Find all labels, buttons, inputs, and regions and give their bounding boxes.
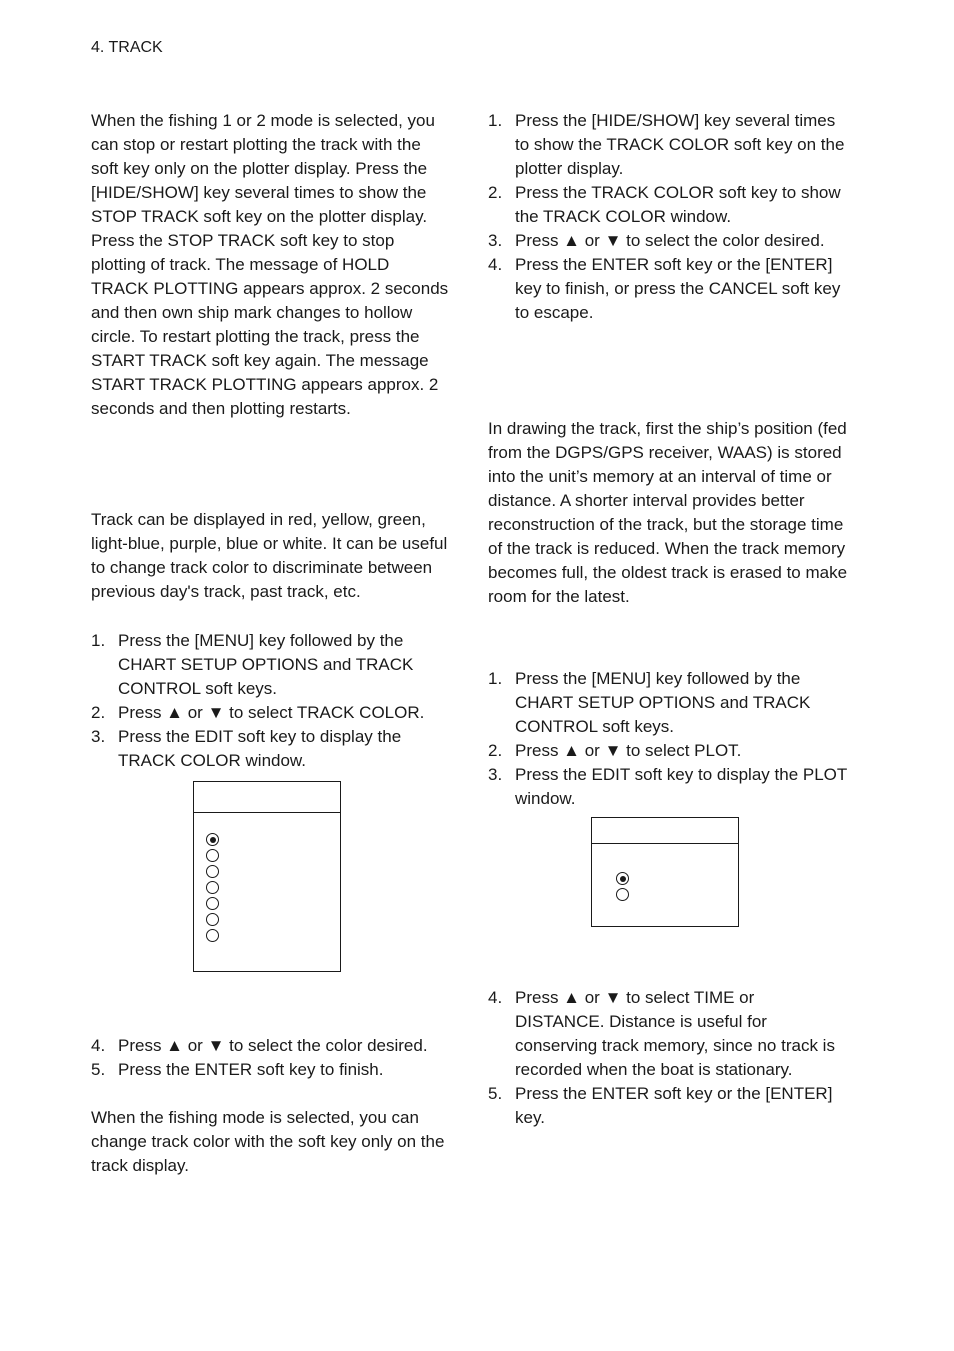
step-number: 3.	[488, 765, 503, 784]
radio-option[interactable]	[206, 913, 219, 926]
fishing-mode-paragraph	[91, 1106, 449, 1178]
plot-steps-cont	[488, 986, 848, 1130]
soft-key-color-steps	[488, 109, 848, 325]
list-item	[488, 1082, 848, 1130]
track-color-steps	[91, 629, 449, 773]
radio-option[interactable]	[616, 888, 629, 901]
step-number: 5.	[488, 1084, 503, 1103]
step-number: 1.	[488, 669, 503, 688]
list-item	[488, 229, 848, 253]
stop-track-paragraph	[91, 109, 449, 421]
step-number: 4.	[488, 255, 503, 274]
step-text: Press ▲ or ▼ to select PLOT.	[515, 741, 742, 760]
radio-option[interactable]	[206, 929, 219, 942]
step-text: Press the [MENU] key followed by the CHART SETUP OPTIONS and TRACK CONTROL soft keys.	[118, 631, 414, 698]
list-item	[91, 701, 449, 725]
fishing-mode-text: When the fishing mode is selected, you can change track color with the soft key only on the track display.	[91, 1108, 445, 1175]
list-item	[488, 986, 848, 1082]
step-number: 2.	[488, 741, 503, 760]
list-item	[488, 181, 848, 229]
plot-paragraph	[488, 417, 848, 609]
step-text: Press ▲ or ▼ to select TRACK COLOR.	[118, 703, 425, 722]
list-item	[488, 763, 848, 811]
track-color-steps-cont	[91, 1034, 449, 1082]
list-item	[488, 739, 848, 763]
step-text: Press the EDIT soft key to display the PLOT window.	[515, 765, 847, 808]
step-number: 1.	[91, 631, 106, 650]
list-item	[488, 253, 848, 325]
plot-steps	[488, 667, 848, 811]
stop-track-text: When the fishing 1 or 2 mode is selected, you can stop or restart plotting the track with the soft key only on the plotter display. Press the [HIDE/SHOW] key several times to show the STOP TRACK soft key on the plotter display. Press the STOP TRACK soft key to stop plotting of track. The message of HOLD TRACK PLOTTING appears approx. 2 seconds and then own ship mark changes to hollow circle. To restart plotting the track, press the START TRACK soft key again. The message START TRACK PLOTTING appears approx. 2 seconds and then plotting restarts.	[91, 111, 449, 418]
radio-option[interactable]	[206, 849, 219, 862]
plot-text: In drawing the track, first the ship’s position (fed from the DGPS/GPS receiver, WAAS) is stored into the unit’s memory at an interval of time or distance. A shorter interval provides better reconstruction of the track, but the storage time of the track is reduced. When the track memory becomes full, the oldest track is erased to make room for the latest.	[488, 419, 848, 606]
step-text: Press the EDIT soft key to display the TRACK COLOR window.	[118, 727, 402, 770]
list-item	[91, 629, 449, 701]
step-number: 3.	[488, 231, 503, 250]
step-text: Press the ENTER soft key or the [ENTER] key.	[515, 1084, 833, 1127]
radio-option[interactable]	[206, 865, 219, 878]
step-number: 4.	[91, 1036, 106, 1055]
step-text: Press the [HIDE/SHOW] key several times to show the TRACK COLOR soft key on the plotter display.	[515, 111, 845, 178]
track-color-paragraph	[91, 508, 449, 604]
list-item	[91, 1058, 449, 1082]
radio-option[interactable]	[206, 881, 219, 894]
list-item	[488, 109, 848, 181]
track-color-text: Track can be displayed in red, yellow, green, light-blue, purple, blue or white. It can be useful to change track color to discriminate between previous day's track, past track, etc.	[91, 510, 448, 601]
track-color-window	[193, 781, 341, 972]
window-title-bar	[592, 818, 738, 844]
radio-option[interactable]	[616, 872, 629, 885]
step-number: 4.	[488, 988, 503, 1007]
window-title-bar	[194, 782, 340, 813]
list-item	[91, 725, 449, 773]
step-text: Press ▲ or ▼ to select the color desired.	[118, 1036, 428, 1055]
step-number: 2.	[488, 183, 503, 202]
step-text: Press ▲ or ▼ to select the color desired.	[515, 231, 825, 250]
list-item	[91, 1034, 449, 1058]
step-text: Press the [MENU] key followed by the CHART SETUP OPTIONS and TRACK CONTROL soft keys.	[515, 669, 811, 736]
step-text: Press the ENTER soft key to finish.	[118, 1060, 384, 1079]
step-number: 2.	[91, 703, 106, 722]
radio-option[interactable]	[206, 897, 219, 910]
step-number: 5.	[91, 1060, 106, 1079]
radio-option[interactable]	[206, 833, 219, 846]
step-text: Press ▲ or ▼ to select TIME or DISTANCE. Distance is useful for conserving track memory, since no track is recorded when the boat is stationary.	[515, 988, 835, 1079]
list-item	[488, 667, 848, 739]
plot-window	[591, 817, 739, 927]
step-number: 1.	[488, 111, 503, 130]
step-number: 3.	[91, 727, 106, 746]
section-header: 4. TRACK	[91, 39, 163, 56]
step-text: Press the TRACK COLOR soft key to show the TRACK COLOR window.	[515, 183, 841, 226]
step-text: Press the ENTER soft key or the [ENTER] key to finish, or press the CANCEL soft key to escape.	[515, 255, 841, 322]
